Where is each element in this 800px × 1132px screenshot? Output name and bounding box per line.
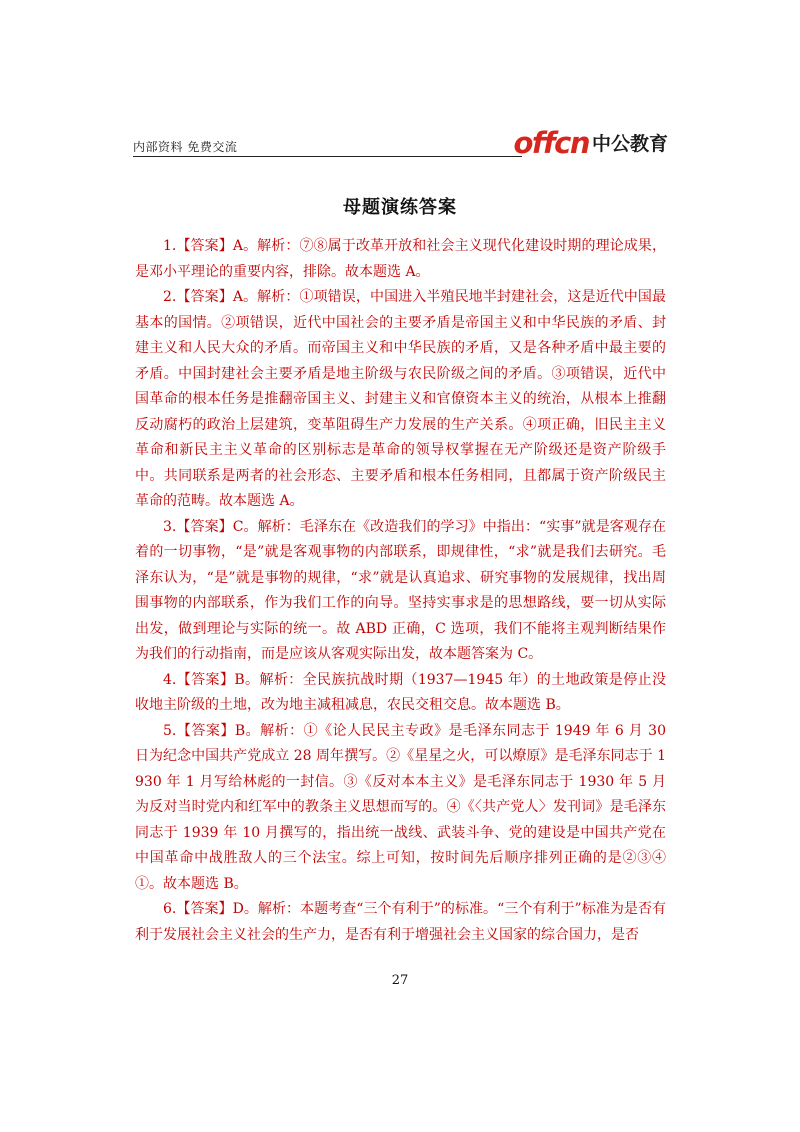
page-header bbox=[133, 124, 668, 158]
answer-paragraph-6: 6.【答案】D。解析：本题考查“三个有利于”的标准。“三个有利于”标准为是否有利于发展社会主义社会的生产力，是否有利于增强社会主义国家的综合国力，是否 bbox=[135, 901, 666, 943]
page-title: 母题演练答案 bbox=[343, 197, 457, 218]
answer-paragraph-5: 5.【答案】B。解析：①《论人民民主专政》是毛泽东同志于 1949 年 6 月 30 日为纪念中国共产党成立 28 周年撰写。②《星星之火，可以燎原》是毛泽东同志于 1930 年 1 月写给林彪的一封信。③《反对本本主义》是毛泽东同志于 1930 年 5 月为反对当时党内和红军中的教条主义思想而写的。④《〈共产党人〉发刊词》是毛泽东同志于 1939 年 10 月撰写的，指出统一战线、武装斗争、党的建设是中国共产党在中国革命中战胜敌人的三个法宝。综上可知，按时间先后顺序排列正确的是②③④①。故本题选 B。 bbox=[135, 722, 666, 892]
page-number: 27 bbox=[391, 973, 409, 988]
logo-latin-text: offcn bbox=[513, 126, 589, 160]
header-label: 内部资料 免费交流 bbox=[133, 140, 238, 154]
answer-paragraph-2: 2.【答案】A。解析：①项错误，中国进入半殖民地半封建社会，这是近代中国最基本的国情。②项错误，近代中国社会的主要矛盾是帝国主义和中华民族的矛盾、封建主义和人民大众的矛盾。而帝国主义和中华民族的矛盾，又是各种矛盾中最主要的矛盾。中国封建社会主要矛盾是地主阶级与农民阶级之间的矛盾。③项错误，近代中国革命的根本任务是推翻帝国主义、封建主义和官僚资本主义的统治，从根本上推翻反动腐朽的政治上层建筑，变革阻碍生产力发展的生产关系。④项正确，旧民主主义革命和新民主主义革命的区别标志是革命的领导权掌握在无产阶级还是资产阶级手中。共同联系是两者的社会形态、主要矛盾和根本任务相同，且都属于资产阶级民主革命的范畴。故本题选 A。 bbox=[135, 289, 666, 509]
header-rule bbox=[133, 156, 522, 157]
offcn-logo bbox=[513, 124, 668, 158]
answer-paragraph-4: 4.【答案】B。解析：全民族抗战时期（1937—1945 年）的土地政策是停止没收地主阶级的土地，改为地主减租减息，农民交租交息。故本题选 B。 bbox=[135, 671, 666, 713]
answer-paragraph-3: 3.【答案】C。解析：毛泽东在《改造我们的学习》中指出：“实事”就是客观存在着的一切事物，“是”就是客观事物的内部联系，即规律性，“求”就是我们去研究。毛泽东认为，“是”就是事物的规律，“求”就是认真追求、研究事物的发展规律，找出周围事物的内部联系，作为我们工作的向导。坚持实事求是的思想路线，要一切从实际出发，做到理论与实际的统一。故 ABD 正确，C 选项，我们不能将主观判断结果作为我们的行动指南，而是应该从客观实际出发，故本题答案为 C。 bbox=[135, 518, 666, 662]
answer-paragraph-1: 1.【答案】A。解析：⑦⑧属于改革开放和社会主义现代化建设时期的理论成果，是邓小平理论的重要内容，排除。故本题选 A。 bbox=[135, 238, 666, 280]
answer-content bbox=[135, 234, 666, 948]
logo-chinese-text: 中公教育 bbox=[591, 133, 668, 155]
